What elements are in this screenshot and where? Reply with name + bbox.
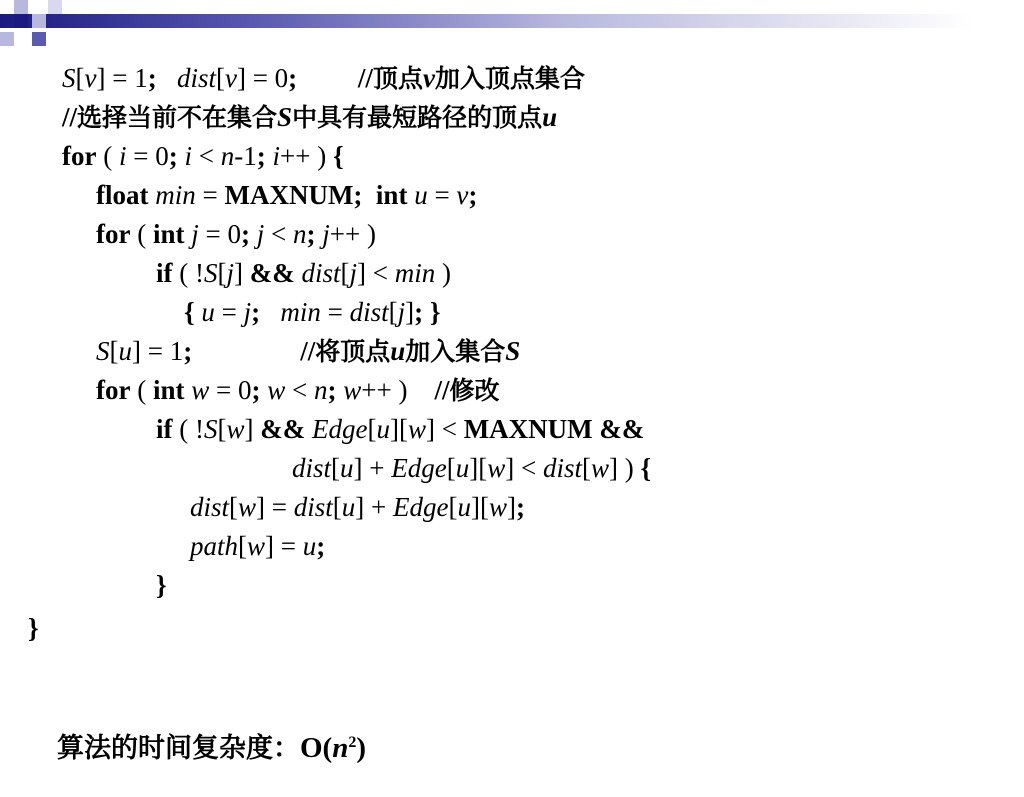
code-token: // [62,102,78,132]
code-token: i [184,141,192,171]
code-token: min [280,297,321,327]
code-token: ] = [265,531,303,561]
code-token: Edge [392,492,449,522]
code-token: = [195,180,225,210]
code-line [292,452,651,484]
code-token: 加入集合 [405,337,506,366]
code-line [62,140,344,172]
code-token: = 0 [209,375,252,405]
code-token: dist [349,297,389,327]
code-token: ( [96,141,119,171]
code-token: ][ [469,453,488,483]
complexity-formula-exp: 2 [348,734,357,751]
code-token: ] [244,414,261,444]
code-token: u [390,336,406,366]
code-token: && [249,258,295,288]
code-token: && [260,414,306,444]
code-token: w [238,492,257,522]
code-token: = [320,297,350,327]
code-token: dist [176,63,216,93]
code-token: S [203,414,218,444]
code-token: ; [168,141,178,171]
code-token: path [190,531,239,561]
code-token: w [487,453,506,483]
code-token: // [434,375,450,405]
code-token: n [293,219,307,249]
code-token: w [247,531,266,561]
code-token: S [505,336,521,366]
code-token: int [152,219,185,249]
code-token: j [322,219,330,249]
code-token: ][ [389,414,408,444]
code-token: ; [306,219,316,249]
code-token: i [118,141,127,171]
code-token: u [457,492,471,522]
code-line [96,179,477,211]
code-token: n [220,141,235,171]
code-token: float [96,180,149,210]
code-line [190,491,525,523]
code-line [156,569,167,601]
code-token: { [184,297,195,327]
code-token: min [155,180,196,210]
code-line [156,257,451,289]
code-token: ; [316,531,326,561]
code-token: ][ [470,492,489,522]
corner-square-light [0,32,14,46]
code-token: ; [288,63,298,93]
code-token: 修改 [449,376,500,405]
code-token: dist [293,492,333,522]
code-token: u [414,180,428,210]
code-token: j [397,297,406,327]
code-token: w [267,375,286,405]
complexity-formula-suffix: ) [356,732,367,764]
code-token: for [62,141,97,171]
code-token: 选择当前不在集合 [77,103,278,132]
code-token: w [191,375,210,405]
code-token: { [332,141,344,171]
code-token: [ [229,492,239,522]
code-token: S [62,63,76,93]
code-token: ] [234,258,250,288]
code-token: MAXNUM; [224,180,363,210]
code-token: w [590,453,609,483]
code-token: min [394,258,436,288]
code-token: 中具有最短路径的顶点 [292,103,543,132]
code-token: [ [75,63,85,93]
code-token: ; [327,375,337,405]
code-token [260,297,280,327]
complexity-formula-prefix: O( [300,732,333,764]
code-token: // [297,63,373,93]
code-token: S [96,336,110,366]
corner-square-mid [32,32,46,46]
code-token: ( [130,375,153,405]
code-token: ] + [355,492,393,522]
code-token: w [343,375,362,405]
code-token: ; [515,492,525,522]
code-token: S [277,102,293,132]
code-token: ] ) [608,453,641,483]
code-token: u [340,453,354,483]
code-token: dist [190,492,230,522]
code-token: S [203,258,218,288]
code-token: [ [217,414,227,444]
code-token: ] < [357,258,395,288]
code-token: { [640,453,652,483]
code-token: ; [147,63,157,93]
code-line [96,335,520,367]
code-token: u [542,102,558,132]
code-line [184,296,441,328]
code-token: ; } [414,297,441,327]
code-token: ; [256,141,266,171]
code-token: [ [448,492,458,522]
code-line [96,218,376,250]
code-token: 加入顶点集合 [434,64,585,93]
code-token: < [264,219,293,249]
code-token: ++ ) [361,375,435,405]
code-line [28,612,39,644]
code-token: int [152,375,185,405]
code-token: ] = [256,492,294,522]
code-token: if [156,258,173,288]
code-token: ( ! [172,414,204,444]
code-token: ( [130,219,153,249]
code-token: j [226,258,234,288]
code-token: // [192,336,316,366]
code-token: w [226,414,245,444]
code-token: ; [241,219,250,249]
code-token: = [214,297,244,327]
code-token: u [302,531,317,561]
code-token [157,63,177,93]
complexity-formula-var: n [332,732,349,764]
code-token: v [84,63,97,93]
code-token: if [156,414,173,444]
code-token: ++ ) [329,219,376,249]
code-token: [ [446,453,456,483]
code-token: < [285,375,314,405]
code-comment-line [62,101,557,133]
code-token: ++ ) [280,141,333,171]
corner-square-light [32,14,46,28]
code-token: i [272,141,280,171]
code-token: ] [405,297,415,327]
code-token: MAXNUM && [463,414,645,444]
code-token: v [422,63,435,93]
code-token: [ [331,453,341,483]
code-token: [ [238,531,248,561]
code-token: [ [581,453,591,483]
code-token: ; [183,336,193,366]
code-token: 顶点 [372,64,423,93]
code-token: ( ! [172,258,204,288]
code-token: w [488,492,507,522]
code-token: j [256,219,265,249]
complexity-label: 算法的时间复杂度： [57,733,300,764]
code-token: ] = 1 [96,63,148,93]
code-token: } [156,570,167,600]
code-token [250,219,257,249]
code-token: ] + [353,453,392,483]
code-token: dist [542,453,582,483]
code-line [190,530,325,562]
code-token: ; [468,180,478,210]
code-token: j [349,258,358,288]
code-token: [ [388,297,398,327]
code-token: [ [109,336,119,366]
code-token: [ [215,63,225,93]
code-token: ; [251,297,261,327]
code-token: n [314,375,328,405]
code-token: [ [367,414,377,444]
code-token: ] [506,492,516,522]
code-token: u [455,453,470,483]
corner-square-light [14,0,28,14]
code-token: dist [301,258,341,288]
code-line [96,374,500,406]
code-token [305,414,312,444]
code-token: v [224,63,237,93]
code-token: ] < [505,453,543,483]
code-token: u [201,297,215,327]
code-token: = 0 [126,141,169,171]
code-token: } [28,613,39,643]
code-token: ] < [425,414,464,444]
code-token: w [407,414,426,444]
code-token: 将顶点 [315,337,391,366]
corner-square-dark [14,14,28,28]
code-token: j [191,219,199,249]
code-token: u [341,492,356,522]
code-token: -1 [234,141,257,171]
code-line [156,413,644,445]
code-token: dist [292,453,332,483]
code-token: [ [217,258,227,288]
code-token: ] = 1 [132,336,184,366]
code-token: [ [332,492,342,522]
code-token: ) [435,258,451,288]
code-token: [ [340,258,350,288]
code-token: for [96,219,131,249]
header-gradient-bar [0,14,1024,28]
complexity-statement [28,695,367,764]
code-token: int [375,180,408,210]
code-token [362,180,376,210]
corner-square-light [48,0,62,14]
code-token: < [192,141,221,171]
code-token: ] = 0 [236,63,289,93]
code-token: = [427,180,457,210]
code-token: ; [251,375,261,405]
code-token: u [376,414,390,444]
code-token: = 0 [198,219,241,249]
code-line [62,62,585,94]
code-token: Edge [311,414,368,444]
code-token: Edge [391,453,447,483]
code-token: v [456,180,469,210]
code-token: u [118,336,132,366]
code-token: for [96,375,131,405]
code-token: j [243,297,252,327]
